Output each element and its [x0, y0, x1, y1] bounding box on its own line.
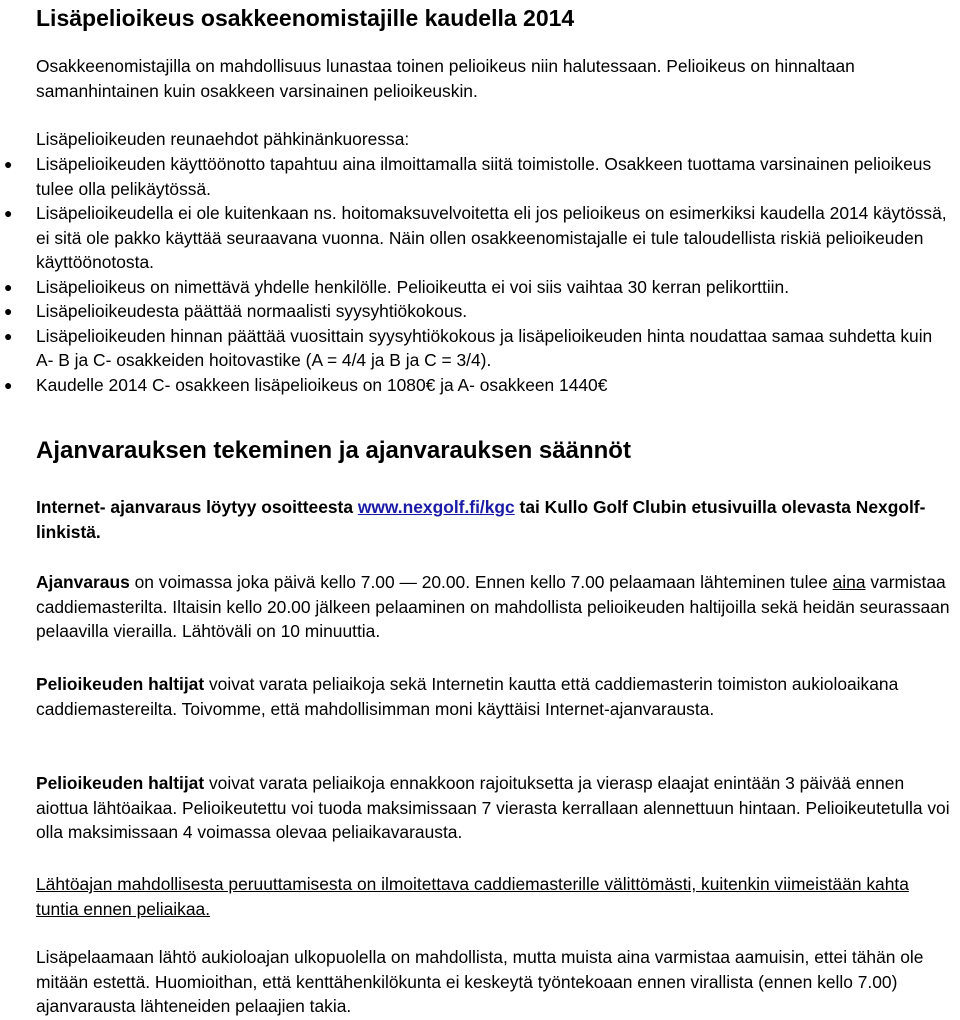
holders-label: Pelioikeuden haltijat — [36, 674, 205, 694]
internet-booking-paragraph — [36, 495, 952, 544]
holders-booking-text: voivat varata peliaikoja sekä Internetin kautta että caddiemasterin toimiston aukioloaikana caddiemastereilta. Toivomme, että mahdollisimman moni käyttäisi Internet-ajanvarausta. — [36, 674, 899, 719]
bullet-icon: ● — [4, 327, 13, 344]
list-item — [4, 299, 952, 324]
section-title-lisapelioikeus: Lisäpelioikeus osakkeenomistajille kaudella 2014 — [36, 5, 575, 31]
list-item-text: Lisäpelioikeuden hinnan päättää vuosittain syysyhtiökokous ja lisäpelioikeuden hinta noudattaa samaa suhdetta kuin A- B ja C- osakkeiden hoitovastike (A = 4/4 ja B ja C = 3/4). — [36, 325, 933, 370]
holders-advance-paragraph — [36, 771, 952, 845]
list-item — [4, 373, 952, 398]
holders-advance-text: voivat varata peliaikoja ennakkoon rajoituksetta ja vierasp elaajat enintään 3 päivää ennen aiottua lähtöaikaa. Pelioikeutettu voi tuoda maksimissaan 7 vierasta kerrallaan alennettuun hintaan. Pelioikeutetulla voi olla maksimissaan 4 voimassa olevaa peliaikavarausta. — [36, 773, 950, 842]
booking-hours-text-end: varmistaa caddiemasterilta. Iltaisin kello 20.00 jälkeen pelaaminen on mahdollista pelioikeuden haltijoilla sekä heidän seurassaan pelaavilla vierailla. Lähtöväli on 10 minuuttia. — [36, 572, 950, 641]
list-item — [4, 201, 952, 275]
list-item — [4, 152, 952, 201]
internet-booking-text-end: tai Kullo Golf Clubin etusivuilla olevasta Nexgolf- linkistä. — [36, 497, 926, 542]
bullet-icon: ● — [4, 376, 13, 393]
list-item-text: Kaudelle 2014 C- osakkeen lisäpelioikeus on 1080€ ja A- osakkeen 1440€ — [36, 374, 608, 395]
holders-label-2: Pelioikeuden haltijat — [36, 773, 205, 793]
holders-booking-paragraph — [36, 672, 952, 721]
list-item-text: Lisäpelioikeudesta päättää normaalisti syysyhtiökokous. — [36, 301, 468, 321]
booking-hours-text: on voimassa joka päivä kello 7.00 — 20.00. Ennen kello 7.00 pelaamaan lähteminen tulee — [129, 572, 833, 592]
cancellation-paragraph: Lähtöajan mahdollisesta peruuttamisesta on ilmoitettava caddiemasterille välittömästi, kuitenkin viimeistään kahta tuntia ennen peliaikaa. — [36, 874, 909, 919]
list-item — [4, 275, 952, 300]
list-item-text: Lisäpelioikeudella ei ole kuitenkaan ns. hoitomaksuvelvoitetta eli jos pelioikeus on esimerkiksi kaudella 2014 käytössä, ei sitä ole pakko käyttää seuraavana vuonna. Näin ollen osakkeenomistajalle ei tule taloudellista riskiä pelioikeuden käyttöönotosta. — [36, 203, 947, 272]
section-title-ajanvaraus: Ajanvarauksen tekeminen ja ajanvarauksen säännöt — [36, 437, 631, 464]
conditions-list — [4, 152, 952, 397]
outside-hours-paragraph: Lisäpelaamaan lähtö aukioloajan ulkopuolella on mahdollista, mutta muista aina varmistaa aamuisin, ettei tähän ole mitään estettä. Huomioithan, että kenttähenkilökunta ei keskeytä työntekoaan ennen virallista (ennen kello 7.00) ajanvarausta lähteneiden pelaajien takia. — [36, 947, 924, 1016]
bullet-icon: ● — [4, 278, 13, 295]
list-item — [4, 324, 952, 373]
internet-booking-text: Internet- ajanvaraus löytyy osoitteesta — [36, 497, 358, 517]
bullet-icon: ● — [4, 303, 13, 319]
bullet-icon: ● — [4, 205, 13, 221]
booking-hours-paragraph — [36, 570, 952, 644]
booking-hours-underlined: aina — [832, 572, 866, 592]
intro-paragraph: Osakkeenomistajilla on mahdollisuus lunastaa toinen pelioikeus niin halutessaan. Pelioikeus on hinnaltaan samanhintainen kuin osakkeen varsinainen pelioikeuskin. — [36, 56, 855, 101]
list-item-text: Lisäpelioikeuden käyttöönotto tapahtuu aina ilmoittamalla siitä toimistolle. Osakkeen tuottama varsinainen pelioikeus tulee olla pelikäytössä. — [36, 154, 932, 199]
conditions-subheading: Lisäpelioikeuden reunaehdot pähkinänkuoressa: — [36, 129, 410, 149]
booking-hours-label: Ajanvaraus — [36, 572, 130, 592]
bullet-icon: ● — [4, 156, 13, 172]
list-item-text: Lisäpelioikeus on nimettävä yhdelle henkilölle. Pelioikeutta ei voi siis vaihtaa 30 kerran pelikorttiin. — [36, 276, 790, 297]
nexgolf-link[interactable]: www.nexgolf.fi/kgc — [357, 497, 515, 517]
